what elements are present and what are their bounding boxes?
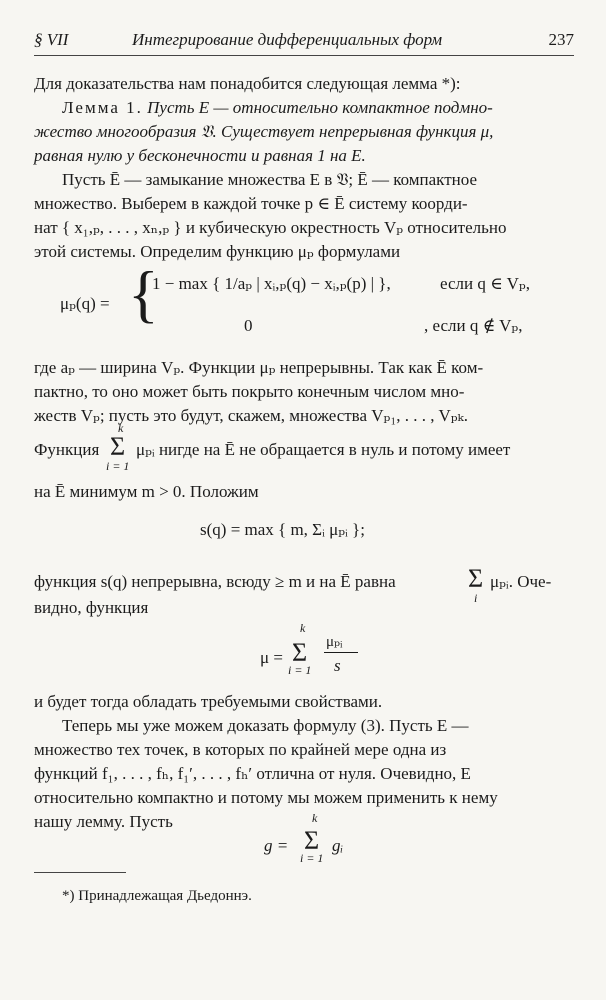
formula-g-term: gᵢ: [332, 836, 344, 855]
text-line: жеств Vₚ; пусть это будут, скажем, множества Vₚ₁, . . . , Vₚₖ.: [34, 406, 468, 425]
lemma-line: жество многообразия 𝔙. Существует непрерывная функция μ,: [34, 122, 494, 141]
fraction-denominator: s: [334, 656, 341, 675]
lemma-heading: Лемма 1.: [62, 98, 143, 117]
formula-mu-lhs: μ =: [260, 648, 283, 667]
sum-upper-limit: k: [118, 421, 124, 435]
text-line: Теперь мы уже можем доказать формулу (3). Пусть E —: [62, 716, 469, 735]
sum-lower-limit: i = 1: [106, 459, 130, 473]
section-number: § VII: [34, 30, 69, 49]
lemma-text: Пусть E — относительно компактное подмно-: [147, 98, 493, 117]
text-line: множество тех точек, в которых по крайней мере одна из: [34, 740, 447, 759]
text-line: μₚᵢ. Оче-: [490, 572, 552, 591]
text-line: и будет тогда обладать требуемыми свойствами.: [34, 692, 383, 711]
left-brace: {: [128, 258, 159, 329]
text-line: пактно, то оно может быть покрыто конечным числом мно-: [34, 382, 465, 401]
text-line: этой системы. Определим функцию μₚ формулами: [34, 242, 401, 261]
lemma-line: равная нулю у бесконечности и равная 1 на E.: [34, 146, 366, 165]
text-line: Функция: [34, 440, 100, 459]
formula-case-2: 0: [244, 316, 253, 335]
formula-case-2-condition: , если q ∉ Vₚ,: [424, 316, 523, 335]
formula-case-1: 1 − max { 1/aₚ | xᵢ,ₚ(q) − xᵢ,ₚ(p) | },: [152, 274, 391, 293]
formula-case-1-condition: если q ∈ Vₚ,: [440, 274, 530, 293]
text-line: Пусть Ē — замыкание множества E в 𝔙; Ē — компактное: [62, 170, 478, 189]
running-header: [34, 28, 574, 52]
sum-lower-index: i: [474, 591, 478, 605]
text-line: функций f₁, . . . , fₕ, f₁′, . . . , fₕ′ отлична от нуля. Очевидно, E: [34, 764, 471, 783]
text-line: на Ē минимум m > 0. Положим: [34, 482, 259, 501]
sum-symbol: Σ: [292, 638, 308, 667]
sum-lower-limit: i = 1: [288, 663, 312, 677]
sum-symbol: Σ: [110, 432, 126, 461]
fraction-bar: [324, 652, 358, 653]
sum-lower-limit: i = 1: [300, 851, 324, 865]
text-line: множество. Выберем в каждой точке p ∈ Ē систему коорди-: [34, 194, 468, 213]
text-line: нашу лемму. Пусть: [34, 812, 173, 831]
formula-lhs: μₚ(q) =: [60, 294, 110, 313]
text-line: видно, функция: [34, 598, 149, 617]
formula-g-lhs: g =: [264, 836, 289, 855]
fraction-numerator: μₚᵢ: [326, 634, 343, 650]
footnote: *) Принадлежащая Дьедоннэ.: [62, 888, 252, 904]
formula-s: s(q) = max { m, Σᵢ μₚᵢ };: [200, 520, 365, 539]
footnote-rule: [34, 872, 126, 873]
text-line: где aₚ — ширина Vₚ. Функции μₚ непрерывны. Так как Ē ком-: [34, 358, 484, 377]
text-line: μₚᵢ нигде на Ē не обращается в нуль и потому имеет: [136, 440, 511, 459]
text-line: относительно компактно и потому мы можем применить к нему: [34, 788, 498, 807]
text-line: нат { x₁,ₚ, . . . , xₙ,ₚ } и кубическую окрестность Vₚ относительно: [34, 218, 507, 237]
sum-upper-limit: k: [300, 621, 306, 635]
sum-symbol: Σ: [304, 826, 320, 855]
page-number: 237: [548, 30, 574, 49]
lemma-line: [62, 96, 493, 120]
text-line: Для доказательства нам понадобится следующая лемма *):: [34, 74, 461, 93]
chapter-title: Интегрирование дифференциальных форм: [132, 30, 443, 49]
header-rule: [34, 55, 574, 56]
sum-upper-limit: k: [312, 811, 318, 825]
sum-symbol: Σ: [468, 564, 484, 593]
text-line: функция s(q) непрерывна, всюду ≥ m и на Ē равна: [34, 572, 396, 591]
